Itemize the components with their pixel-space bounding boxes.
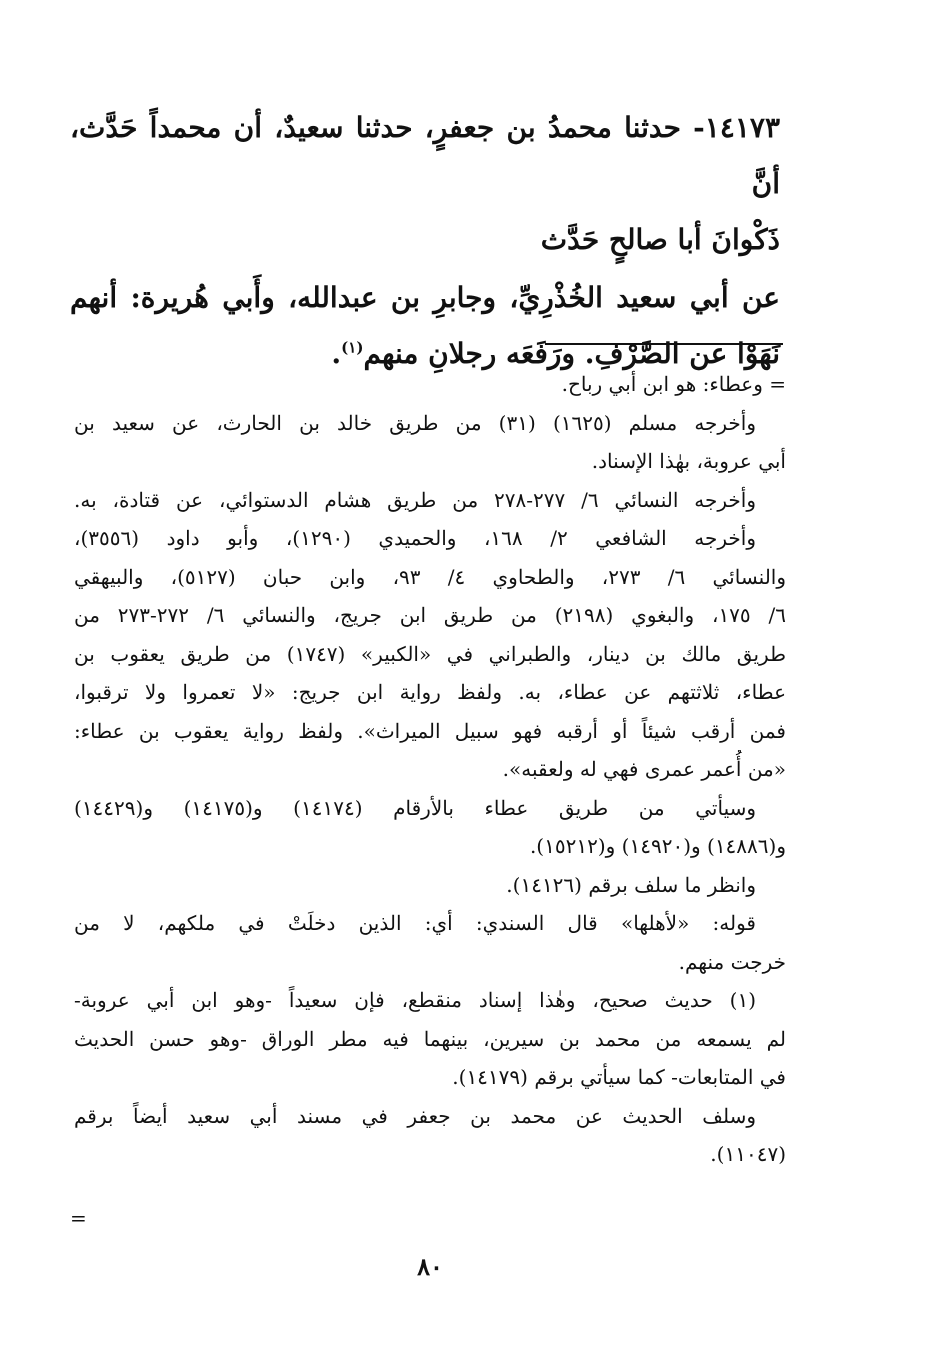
footnote-line: وأخرجه مسلم (١٦٢٥) (٣١) من طريق خالد بن الحارث، عن سعيد بن (74, 410, 757, 435)
page-number: ٨٠ (417, 1252, 443, 1281)
footnote-line: عطاء، ثلاثتهم عن عطاء، به. ولفظ رواية ابن جريج: «لا تعمروا ولا ترقبوا، (74, 680, 786, 704)
hadith-text-block (70, 100, 780, 382)
footnote-line: (١) حديث صحيح، وهٰذا إسناد منقطع، فإن سعيداً -وهو ابن أبي عروبة- (74, 988, 756, 1012)
hadith-line-text: نَهَوْا عن الصَّرْفِ. ورَفَعَه رجلانِ منهم (363, 337, 780, 370)
hadith-line-end: . (331, 337, 342, 370)
footnote-reference: (١) (341, 338, 364, 357)
footnote-line: أبي عروبة، بهٰذا الإسناد. (591, 449, 786, 473)
hadith-line: ١٤١٧٣- حدثنا محمدُ بن جعفرٍ، حدثنا سعيدٌ، أن محمداً حَدَّث، أنَّ (70, 111, 780, 200)
footnote-line: في المتابعات- كما سيأتي برقم (١٤١٧٩). (452, 1065, 786, 1089)
hadith-line: عن أبي سعيد الخُذْرِيِّ، وجابرِ بن عبدالله، وأَبي هُريرة: أنهم (70, 281, 780, 314)
footnote-line: خرجت منهم. (678, 949, 786, 974)
footnote-line: وانظر ما سلف برقم (١٤١٢٦). (506, 872, 756, 897)
footnotes-block (74, 365, 786, 1174)
footnote-line: والنسائي ٦/ ٢٧٣، والطحاوي ٤/ ٩٣، وابن حبان (٥١٢٧)، والبيهقي (74, 564, 786, 589)
footnote-line: وسلف الحديث عن محمد بن جعفر في مسند أبي سعيد أيضاً برقم (74, 1103, 756, 1128)
footnote-line: ٦/ ١٧٥، والبغوي (٢١٩٨) من طريق ابن جريج، والنسائي ٦/ ٢٧٢-٢٧٣ من (74, 603, 786, 627)
footnote-line: قوله: «لأهلها» قال السندي: أي: الذين دخلَتْ في ملكهم، لا من (74, 911, 756, 935)
footnote-separator-rule (545, 343, 783, 345)
footnote-line: وأخرجه النسائي ٦/ ٢٧٧-٢٧٨ من طريق هشام الدستوائي، عن قتادة، به. (74, 487, 756, 512)
footnote-line: فمن أرقب شيئاً أو أرقبه فهو سبيل الميراث». ولفظ رواية يعقوب بن عطاء: (74, 718, 786, 743)
footnote-line: = وعطاء: هو ابن أبي رباح. (561, 372, 786, 396)
footnote-line: طريق مالك بن دينار، والطبراني في «الكبير» (١٧٤٧) من طريق يعقوب بن (74, 641, 786, 666)
footnote-line: و(١٤٨٨٦) و(١٤٩٢٠) و(١٥٢١٢). (529, 834, 786, 858)
footnote-line: وأخرجه الشافعي ٢/ ١٦٨، والحميدي (١٢٩٠)، وأبو داود (٣٥٥٦)، (74, 526, 756, 550)
hadith-line: ذَكْوانَ أبا صالحٍ حَدَّث (540, 223, 780, 256)
footnote-line: لم يسمعه من محمد بن سيرين، بينهما فيه مطر الوراق -وهو حسن الحديث (74, 1026, 786, 1051)
continuation-mark: = (70, 1206, 87, 1230)
footnote-line: (١١٠٤٧). (710, 1142, 786, 1166)
footnote-line: وسيأتي من طريق عطاء بالأرقام (١٤١٧٤) و(١٤١٧٥) و(١٤٤٢٩) (74, 795, 757, 820)
footnote-line: «من أُعمر عمرى فهي له ولعقبه». (502, 757, 786, 781)
